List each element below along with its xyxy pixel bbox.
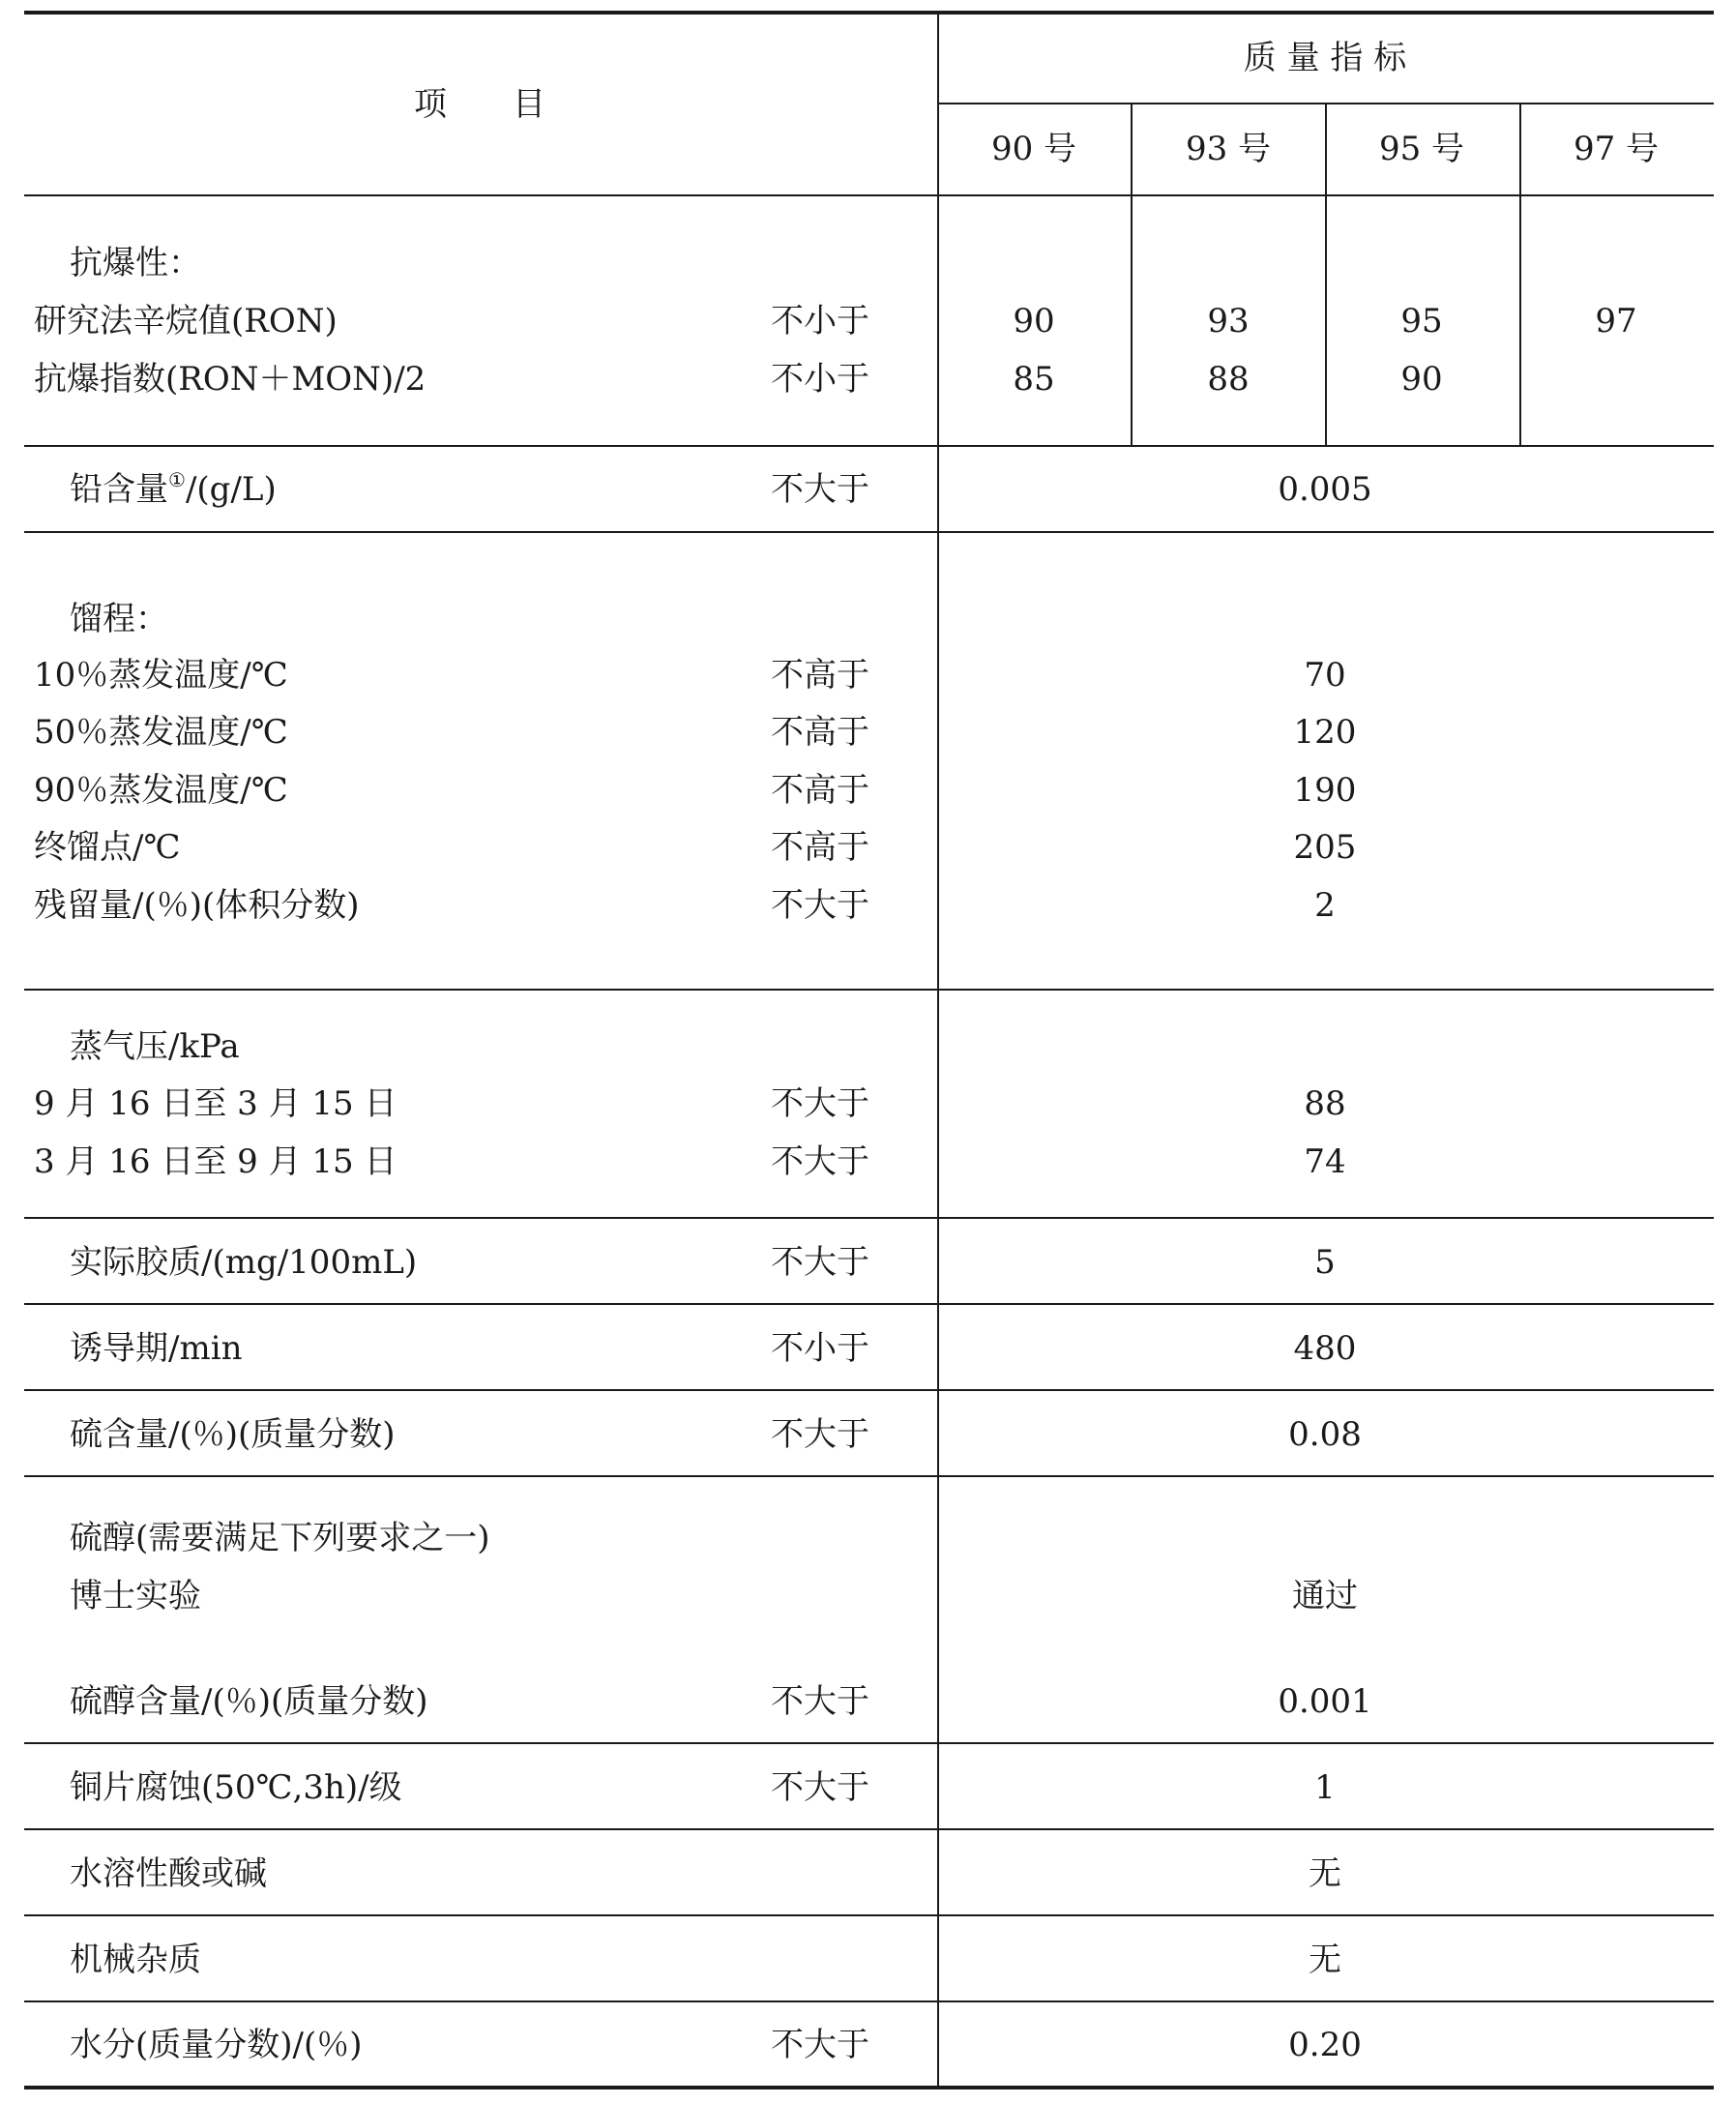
distillation-value: 120: [1293, 713, 1357, 752]
mechanical-impurities-value: 无: [1309, 1941, 1341, 1979]
acid-base-label: 水溶性酸或碱: [70, 1854, 267, 1893]
distillation-limit: 不大于: [771, 886, 869, 925]
row-rule: [24, 989, 1714, 991]
footnote-mark: ①: [168, 468, 186, 491]
ron-value: 97: [1595, 302, 1637, 341]
distillation-label: 终馏点/℃: [34, 828, 181, 867]
gum-value: 5: [1314, 1243, 1336, 1282]
lead-label: [70, 470, 277, 509]
distillation-limit: 不高于: [771, 713, 869, 752]
lead-value: 0.005: [1278, 470, 1372, 509]
ron-value: 95: [1400, 302, 1443, 341]
grade-divider: [1131, 103, 1133, 446]
gum-label: 实际胶质/(mg/100mL): [70, 1243, 418, 1282]
lead-unit: /(g/L): [185, 470, 277, 509]
distillation-title: 馏程：: [70, 600, 168, 638]
lead-limit: 不大于: [771, 470, 869, 509]
row-rule: [24, 1217, 1714, 1219]
aki-value: 90: [1400, 360, 1443, 399]
ron-limit: 不小于: [771, 302, 869, 341]
water-limit: 不大于: [771, 2026, 869, 2064]
table-bottom-rule: [24, 2086, 1714, 2089]
antiknock-title: 抗爆性：: [70, 244, 201, 282]
vapor-pressure-value: 88: [1304, 1084, 1346, 1123]
row-rule: [24, 1303, 1714, 1305]
quality-index-header: 质 量 指 标: [1243, 39, 1407, 77]
vapor-pressure-limit: 不大于: [771, 1142, 869, 1181]
header-bottom-rule: [24, 194, 1714, 196]
gum-limit: 不大于: [771, 1243, 869, 1282]
vapor-pressure-label: 9 月 16 日至 3 月 15 日: [34, 1084, 397, 1123]
water-value: 0.20: [1288, 2026, 1362, 2064]
copper-corrosion-value: 1: [1314, 1768, 1336, 1807]
distillation-value: 70: [1304, 656, 1346, 695]
distillation-label: 残留量/(％)(体积分数): [34, 886, 360, 925]
induction-value: 480: [1293, 1329, 1357, 1368]
mechanical-impurities-label: 机械杂质: [70, 1941, 201, 1979]
mercaptan-title: 硫醇(需要满足下列要求之一): [70, 1519, 490, 1557]
row-rule: [24, 1389, 1714, 1391]
doctor-test-value: 通过: [1292, 1577, 1358, 1615]
distillation-label: 90％蒸发温度/℃: [34, 771, 288, 810]
distillation-limit: 不高于: [771, 656, 869, 695]
aki-limit: 不小于: [771, 360, 869, 399]
grade-divider: [1325, 103, 1327, 446]
grade-divider: [1519, 103, 1521, 446]
grade-header: 95 号: [1378, 130, 1465, 168]
aki-label: 抗爆指数(RON＋MON)/2: [34, 360, 427, 399]
induction-limit: 不小于: [771, 1329, 869, 1368]
vapor-pressure-title: 蒸气压/kPa: [70, 1027, 240, 1066]
vapor-pressure-label: 3 月 16 日至 9 月 15 日: [34, 1142, 397, 1181]
distillation-limit: 不高于: [771, 828, 869, 867]
distillation-label: 50％蒸发温度/℃: [34, 713, 288, 752]
distillation-label: 10％蒸发温度/℃: [34, 656, 288, 695]
distillation-limit: 不高于: [771, 771, 869, 810]
distillation-value: 2: [1314, 886, 1336, 925]
doctor-test-label: 博士实验: [70, 1577, 201, 1615]
water-label: 水分(质量分数)/(％): [70, 2026, 363, 2064]
table-top-rule: [24, 11, 1714, 15]
sulfur-limit: 不大于: [771, 1415, 869, 1454]
mercaptan-content-limit: 不大于: [771, 1682, 869, 1721]
row-rule: [24, 445, 1714, 447]
row-rule: [24, 1914, 1714, 1916]
distillation-value: 205: [1293, 828, 1357, 867]
vapor-pressure-value: 74: [1304, 1142, 1346, 1181]
mercaptan-content-value: 0.001: [1278, 1682, 1372, 1721]
induction-label: 诱导期/min: [70, 1329, 243, 1368]
ron-value: 93: [1207, 302, 1250, 341]
vapor-pressure-limit: 不大于: [771, 1084, 869, 1123]
item-header: 项 目: [414, 85, 545, 124]
distillation-value: 190: [1293, 771, 1357, 810]
aki-value: 88: [1207, 360, 1250, 399]
grade-header: 97 号: [1573, 130, 1660, 168]
lead-label-text: 铅含量: [70, 470, 168, 509]
grade-header: 93 号: [1185, 130, 1272, 168]
row-rule: [24, 1475, 1714, 1477]
column-divider: [937, 13, 939, 2088]
ron-label: 研究法辛烷值(RON): [34, 302, 338, 341]
row-rule: [24, 1742, 1714, 1744]
aki-value: 85: [1013, 360, 1055, 399]
ron-value: 90: [1013, 302, 1055, 341]
acid-base-value: 无: [1309, 1854, 1341, 1893]
row-rule: [24, 2000, 1714, 2002]
grade-header: 90 号: [990, 130, 1077, 168]
copper-corrosion-limit: 不大于: [771, 1768, 869, 1807]
mercaptan-content-label: 硫醇含量/(％)(质量分数): [70, 1682, 428, 1721]
row-rule: [24, 531, 1714, 533]
sulfur-value: 0.08: [1288, 1415, 1362, 1454]
row-rule: [24, 1828, 1714, 1830]
copper-corrosion-label: 铜片腐蚀(50℃,3h)/级: [70, 1768, 402, 1807]
sulfur-label: 硫含量/(％)(质量分数): [70, 1415, 396, 1454]
